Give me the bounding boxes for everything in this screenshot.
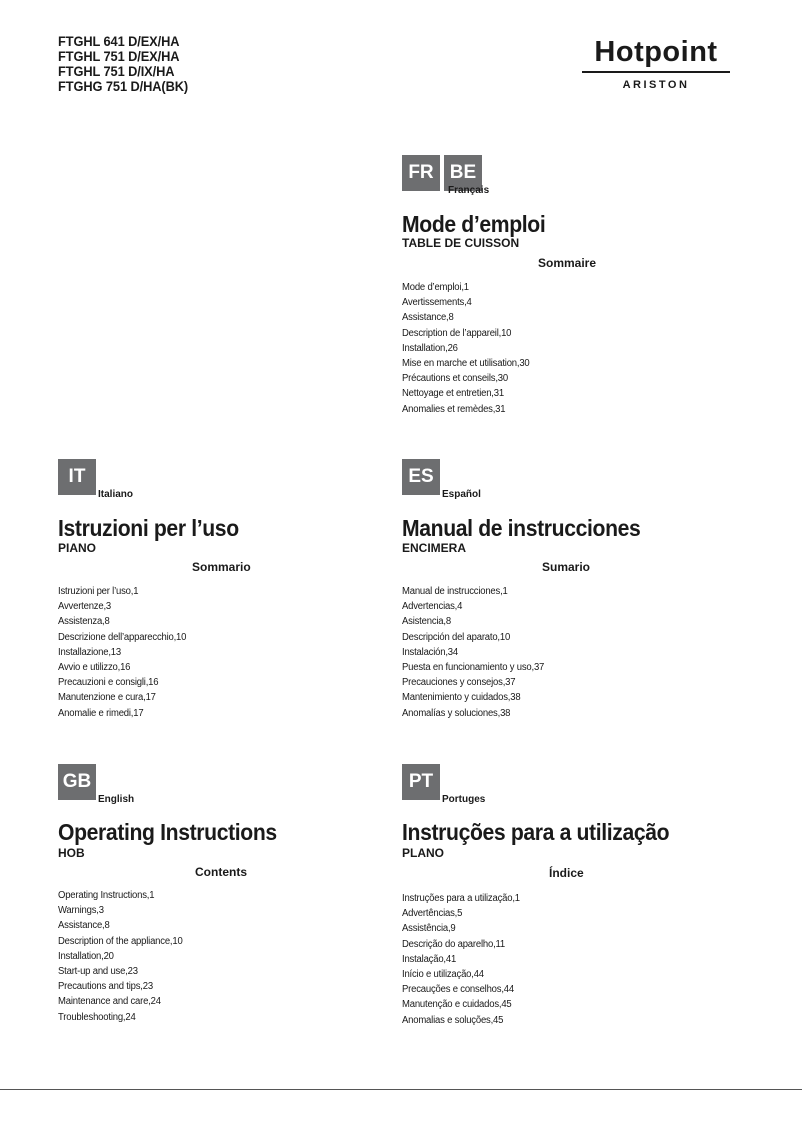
toc-item: Installation,20 xyxy=(58,950,114,962)
language-badges xyxy=(58,764,388,804)
toc-item: Warnings,3 xyxy=(58,905,104,917)
language-name: Portuges xyxy=(442,794,486,805)
toc-heading: Sommario xyxy=(192,560,251,574)
brand-logo xyxy=(580,36,732,91)
toc-list xyxy=(402,280,536,417)
toc-item: Anomalie e rimedi,17 xyxy=(58,707,144,719)
toc-item: Mantenimiento y cuidados,38 xyxy=(402,692,521,704)
section-it xyxy=(58,459,388,719)
toc-item: Descrição do aparelho,11 xyxy=(402,938,506,950)
badge-it: IT xyxy=(58,459,96,495)
toc-item: Precauções e conselhos,44 xyxy=(402,984,514,996)
toc-item: Precautions and tips,23 xyxy=(58,981,153,993)
toc-list xyxy=(58,584,193,721)
toc-item: Advertencias,4 xyxy=(402,601,463,613)
toc-item: Anomalies et remèdes,31 xyxy=(402,403,506,415)
section-title: Istruzioni per l’uso xyxy=(58,515,239,541)
toc-item: Avvio e utilizzo,16 xyxy=(58,662,131,674)
toc-item: Assistenza,8 xyxy=(58,616,110,628)
model-list xyxy=(58,34,195,94)
toc-item: Avvertenze,3 xyxy=(58,601,112,613)
toc-item: Précautions et conseils,30 xyxy=(402,373,508,385)
toc-item: Asistencia,8 xyxy=(402,616,451,628)
section-title: Operating Instructions xyxy=(58,819,277,845)
toc-item: Description of the appliance,10 xyxy=(58,935,183,947)
toc-item: Nettoyage et entretien,31 xyxy=(402,388,504,400)
toc-item: Anomalías y soluciones,38 xyxy=(402,707,511,719)
toc-item: Manual de instrucciones,1 xyxy=(402,586,508,597)
section-es xyxy=(402,459,732,719)
toc-item: Mise en marche et utilisation,30 xyxy=(402,358,530,370)
section-title: Mode d’emploi xyxy=(402,211,546,237)
brand-name: Hotpoint xyxy=(594,36,718,68)
section-subtitle: ENCIMERA xyxy=(402,541,467,555)
language-badges xyxy=(402,764,732,804)
language-badges xyxy=(58,459,388,499)
toc-item: Manutenção e cuidados,45 xyxy=(402,999,512,1011)
toc-item: Istruzioni per l’uso,1 xyxy=(58,586,139,597)
model-number: FTGHL 751 D/IX/HA xyxy=(58,64,175,79)
model-number: FTGHG 751 D/HA(BK) xyxy=(58,79,189,94)
toc-item: Instalação,41 xyxy=(402,953,457,965)
toc-heading: Sumario xyxy=(542,560,591,574)
section-pt xyxy=(402,764,732,1026)
language-name: English xyxy=(98,794,135,805)
toc-item: Manutenzione e cura,17 xyxy=(58,692,156,704)
toc-item: Início e utilização,44 xyxy=(402,969,484,981)
toc-heading: Contents xyxy=(195,865,247,879)
toc-item: Installazione,13 xyxy=(58,646,121,658)
language-name: Français xyxy=(448,185,490,196)
model-number: FTGHL 641 D/EX/HA xyxy=(58,34,180,49)
badge-fr: FR xyxy=(402,155,440,191)
toc-heading: Índice xyxy=(549,866,584,880)
toc-item: Operating Instructions,1 xyxy=(58,890,155,901)
toc-list xyxy=(402,891,526,1028)
toc-item: Precauzioni e consigli,16 xyxy=(58,677,159,689)
toc-item: Instalación,34 xyxy=(402,646,458,658)
toc-item: Descrizione dell’apparecchio,10 xyxy=(58,631,187,643)
toc-item: Mode d’emploi,1 xyxy=(402,282,469,293)
toc-item: Assistance,8 xyxy=(402,312,454,324)
badge-gb: GB xyxy=(58,764,96,800)
toc-heading: Sommaire xyxy=(538,256,597,270)
section-fr xyxy=(402,155,732,415)
badge-pt: PT xyxy=(402,764,440,800)
toc-item: Puesta en funcionamiento y uso,37 xyxy=(402,662,545,674)
language-name: Italiano xyxy=(98,489,134,500)
model-number: FTGHL 751 D/EX/HA xyxy=(58,49,180,64)
toc-item: Precauciones y consejos,37 xyxy=(402,677,516,689)
toc-item: Start-up and use,23 xyxy=(58,966,138,978)
brand-divider xyxy=(582,71,730,73)
badge-es: ES xyxy=(402,459,440,495)
section-title: Manual de instrucciones xyxy=(402,515,641,541)
language-badges xyxy=(402,459,732,499)
toc-list xyxy=(402,584,552,721)
toc-item: Descripción del aparato,10 xyxy=(402,631,511,643)
section-subtitle: PLANO xyxy=(402,846,444,860)
section-subtitle: HOB xyxy=(58,846,85,860)
toc-item: Anomalias e soluções,45 xyxy=(402,1014,504,1026)
toc-item: Avertissements,4 xyxy=(402,297,472,309)
section-title: Instruções para a utilização xyxy=(402,819,670,845)
brand-subname: ARISTON xyxy=(622,79,690,91)
toc-item: Instruções para a utilização,1 xyxy=(402,893,520,904)
toc-item: Assistance,8 xyxy=(58,920,110,932)
language-badges xyxy=(402,155,732,195)
toc-item: Installation,26 xyxy=(402,342,458,354)
toc-item: Assistência,9 xyxy=(402,923,456,935)
toc-item: Advertências,5 xyxy=(402,908,463,920)
toc-list xyxy=(58,888,189,1025)
section-gb xyxy=(58,764,388,1023)
toc-item: Description de l’appareil,10 xyxy=(402,327,512,339)
badge-be: BE xyxy=(444,155,482,191)
language-name: Español xyxy=(442,489,481,500)
toc-item: Maintenance and care,24 xyxy=(58,996,161,1008)
section-subtitle: TABLE DE CUISSON xyxy=(402,236,520,250)
toc-item: Troubleshooting,24 xyxy=(58,1011,136,1023)
footer-divider xyxy=(0,1089,802,1090)
section-subtitle: PIANO xyxy=(58,541,97,555)
